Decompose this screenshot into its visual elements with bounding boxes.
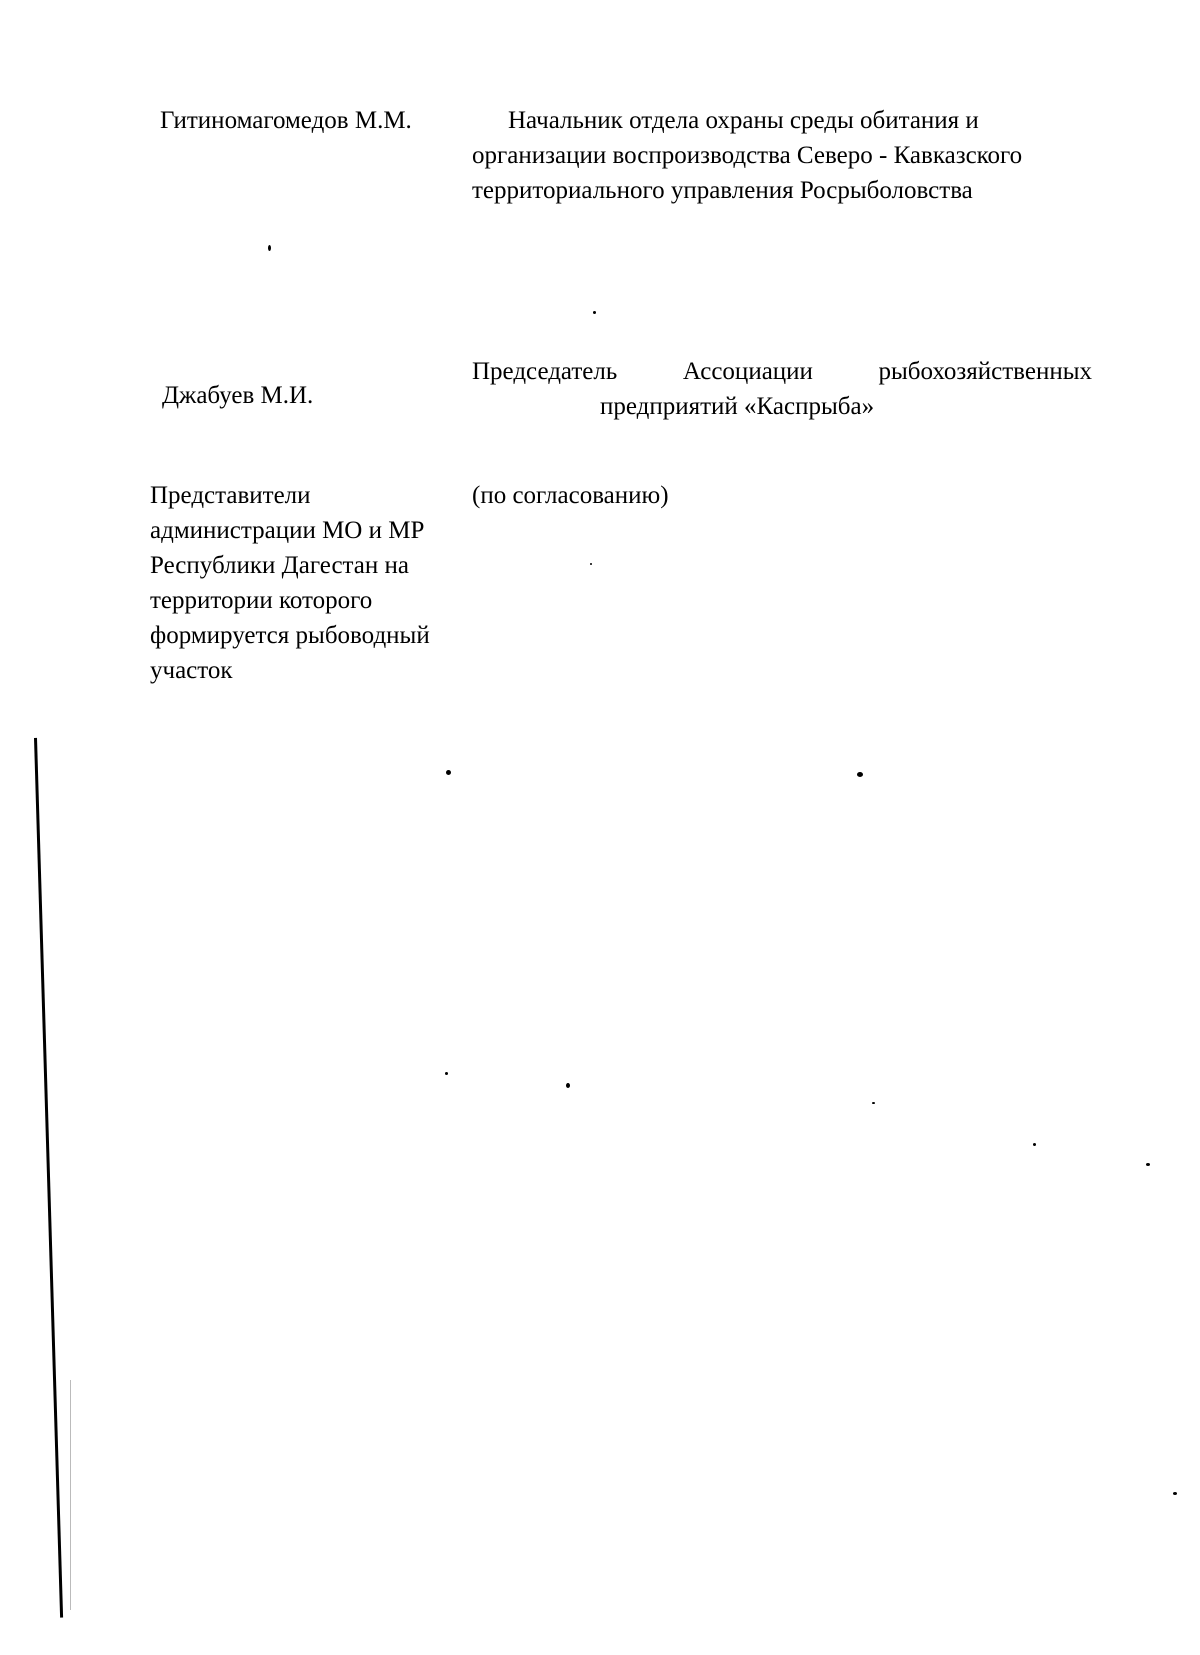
scan-speck <box>1033 1143 1036 1146</box>
member-name-gitinomagomedov: Гитиномагомедов М.М. <box>160 107 412 134</box>
scan-speck <box>268 245 271 251</box>
member-name-dzhabuev: Джабуев М.И. <box>162 382 314 409</box>
scan-speck <box>1173 1492 1177 1495</box>
scan-speck <box>1146 1163 1150 1166</box>
name-line: администрации МО и МР <box>150 517 425 544</box>
scan-speck <box>446 770 451 775</box>
name-line: территории которого <box>150 587 373 614</box>
name-line: Республики Дагестан на <box>150 552 409 579</box>
position-word: рыбохозяйственных <box>878 358 1092 385</box>
scan-edge-line-faint <box>70 1380 71 1610</box>
position-line: территориального управления Росрыболовства <box>472 177 973 204</box>
scan-speck <box>445 1072 448 1075</box>
scan-edge-line <box>34 738 63 1618</box>
scan-speck <box>872 1102 875 1104</box>
scan-speck <box>857 772 863 777</box>
name-line: формируется рыбоводный <box>150 622 430 649</box>
scan-speck <box>593 311 596 314</box>
member-position-dzhabuev <box>472 354 1092 424</box>
position-line: предприятий «Каспрыба» <box>600 393 875 420</box>
scan-speck <box>566 1083 570 1088</box>
member-position-gitinomagomedov <box>472 103 1112 208</box>
name-line: Представители <box>150 482 311 509</box>
member-name-representatives <box>150 478 460 688</box>
position-line-justified <box>472 354 1092 389</box>
position-line: Начальник отдела охраны среды обитания и <box>508 107 979 134</box>
name-line: участок <box>150 657 233 684</box>
member-position-representatives: (по согласованию) <box>472 482 669 509</box>
position-word: Председатель <box>472 358 618 385</box>
position-word: Ассоциации <box>682 358 813 385</box>
position-line: организации воспроизводства Северо - Кавказского <box>472 142 1023 169</box>
scan-speck <box>590 563 592 565</box>
